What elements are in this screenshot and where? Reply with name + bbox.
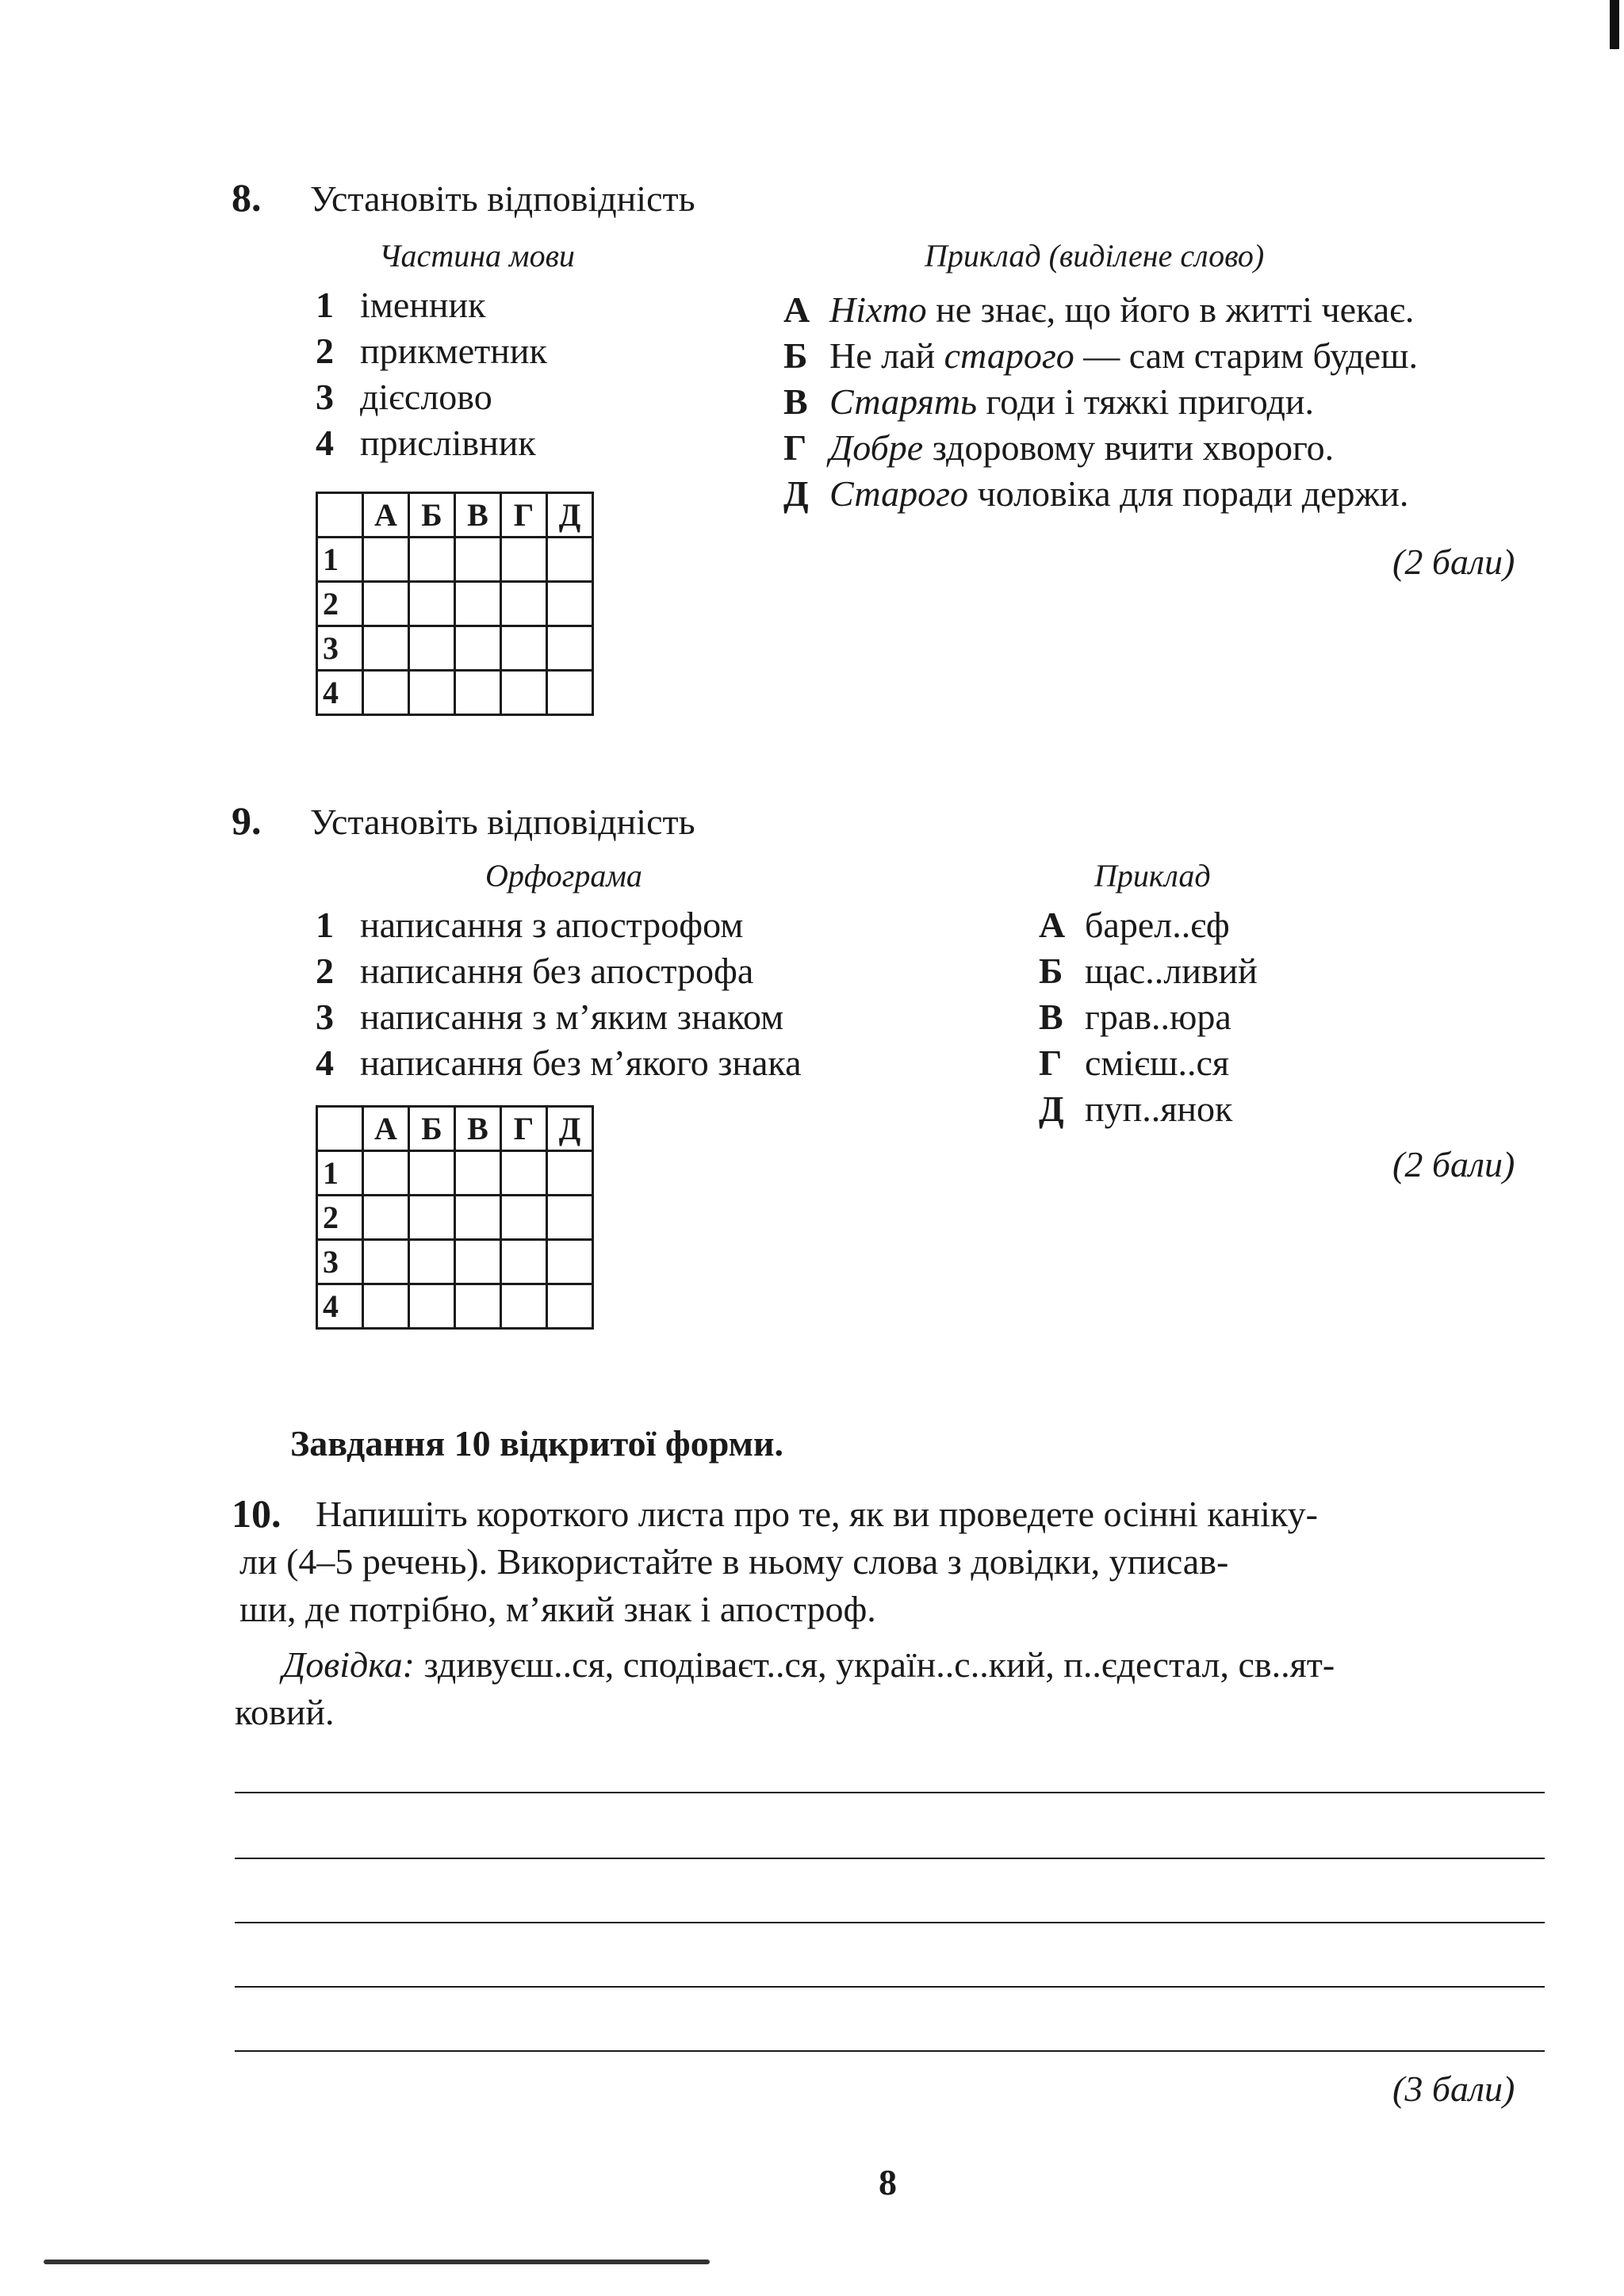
grid-col-header: Д xyxy=(547,493,593,538)
answer-line[interactable] xyxy=(235,2050,1545,2052)
grid-cell[interactable] xyxy=(455,582,501,626)
answer-line[interactable] xyxy=(235,1792,1545,1793)
list-item: Д пуп..янок xyxy=(1039,1089,1233,1129)
grid-row-header: 4 xyxy=(317,1284,363,1329)
grid-cell[interactable] xyxy=(409,1240,455,1284)
grid-cell[interactable] xyxy=(455,1284,501,1329)
grid-col-header: А xyxy=(363,493,409,538)
grid-cell[interactable] xyxy=(363,582,409,626)
q10-text-line: ши, де потрібно, м’який знак і апостроф. xyxy=(239,1589,876,1629)
grid-cell[interactable] xyxy=(409,582,455,626)
q8-title: Установіть відповідність xyxy=(310,178,695,219)
q9-heading xyxy=(232,798,695,845)
grid-cell[interactable] xyxy=(501,1284,547,1329)
grid-cell[interactable] xyxy=(363,671,409,715)
grid-cell[interactable] xyxy=(501,538,547,582)
grid-cell[interactable] xyxy=(363,1240,409,1284)
q8-example-list xyxy=(783,287,1418,517)
list-item: В Старять годи і тяжкі пригоди. xyxy=(783,381,1314,422)
grid-cell[interactable] xyxy=(501,1196,547,1240)
q9-points: (2 бали) xyxy=(1392,1144,1515,1184)
q8-answer-grid xyxy=(316,492,594,716)
grid-col-header: Д xyxy=(547,1107,593,1151)
list-item: 1 іменник xyxy=(316,285,486,325)
grid-col-header: Б xyxy=(409,1107,455,1151)
scan-edge-mark xyxy=(1610,0,1619,49)
q9-answer-grid xyxy=(316,1105,594,1330)
list-item: В грав..юра xyxy=(1039,997,1231,1037)
q8-heading xyxy=(232,174,695,222)
grid-cell[interactable] xyxy=(363,1151,409,1196)
grid-cell[interactable] xyxy=(547,582,593,626)
list-item: 2 написання без апострофа xyxy=(316,951,754,991)
grid-cell[interactable] xyxy=(501,1151,547,1196)
grid-col-header: В xyxy=(455,1107,501,1151)
grid-row-header: 3 xyxy=(317,1240,363,1284)
list-item: 3 дієслово xyxy=(316,377,492,417)
list-item: А Ніхто не знає, що його в житті чекає. xyxy=(783,289,1415,330)
grid-row-header: 1 xyxy=(317,538,363,582)
q10-block xyxy=(232,1490,282,1538)
q8-points: (2 бали) xyxy=(1392,541,1515,582)
grid-cell[interactable] xyxy=(455,538,501,582)
q9-right-header: Приклад xyxy=(1094,858,1211,894)
list-item: Д Старого чоловіка для поради держи. xyxy=(783,473,1409,514)
list-item: А барел..єф xyxy=(1039,905,1230,945)
grid-row-header: 2 xyxy=(317,582,363,626)
q9-example-list xyxy=(1039,902,1258,1132)
grid-cell[interactable] xyxy=(363,1284,409,1329)
grid-col-header: Г xyxy=(501,493,547,538)
page-number: 8 xyxy=(879,2162,897,2202)
q8-right-header: Приклад (виділене слово) xyxy=(925,238,1265,274)
grid-cell[interactable] xyxy=(409,538,455,582)
grid-row-header: 1 xyxy=(317,1151,363,1196)
list-item: 2 прикметник xyxy=(316,331,547,371)
grid-col-header: Г xyxy=(501,1107,547,1151)
hint-words-cont: ковий. xyxy=(235,1692,335,1732)
q8-item-list xyxy=(316,282,547,466)
grid-cell[interactable] xyxy=(363,1196,409,1240)
grid-cell[interactable] xyxy=(547,1151,593,1196)
q9-item-list xyxy=(316,902,802,1086)
grid-cell[interactable] xyxy=(501,671,547,715)
answer-line[interactable] xyxy=(235,1922,1545,1923)
q9-left-header: Орфограма xyxy=(485,858,642,894)
grid-cell[interactable] xyxy=(409,626,455,671)
grid-cell[interactable] xyxy=(501,582,547,626)
list-item: 4 написання без м’якого знака xyxy=(316,1043,802,1083)
grid-cell[interactable] xyxy=(501,626,547,671)
q10-hint xyxy=(235,1641,1335,1736)
q8-left-header: Частина мови xyxy=(379,238,575,274)
q10-text-line: ли (4–5 речень). Використайте в ньому слова з довідки, уписав- xyxy=(239,1541,1229,1582)
list-item: Г смієш..ся xyxy=(1039,1043,1230,1083)
hint-words: здивуєш..ся, сподіваєт..ся, україн..с..кий, п..єдестал, св..ят- xyxy=(414,1644,1335,1685)
grid-row-header: 4 xyxy=(317,671,363,715)
grid-cell[interactable] xyxy=(363,538,409,582)
grid-row-header: 2 xyxy=(317,1196,363,1240)
grid-cell[interactable] xyxy=(409,1196,455,1240)
grid-cell[interactable] xyxy=(455,1240,501,1284)
grid-cell[interactable] xyxy=(455,671,501,715)
grid-col-header: А xyxy=(363,1107,409,1151)
grid-cell[interactable] xyxy=(547,671,593,715)
q9-number: 9. xyxy=(232,798,262,843)
list-item: 3 написання з м’яким знаком xyxy=(316,997,784,1037)
grid-cell[interactable] xyxy=(409,1284,455,1329)
q10-number: 10. xyxy=(232,1491,282,1536)
grid-cell[interactable] xyxy=(547,1240,593,1284)
answer-line[interactable] xyxy=(235,1986,1545,1988)
scan-bottom-line xyxy=(44,2260,710,2264)
q9-title: Установіть відповідність xyxy=(310,802,695,842)
grid-cell[interactable] xyxy=(363,626,409,671)
grid-cell[interactable] xyxy=(547,538,593,582)
hint-label: Довідка: xyxy=(282,1644,415,1685)
task10-header: Завдання 10 відкритої форми. xyxy=(290,1423,783,1464)
list-item: 4 прислівник xyxy=(316,423,536,463)
grid-cell[interactable] xyxy=(547,1196,593,1240)
q8-number: 8. xyxy=(232,175,262,220)
grid-cell[interactable] xyxy=(409,671,455,715)
list-item: 1 написання з апострофом xyxy=(316,905,744,945)
grid-cell[interactable] xyxy=(501,1240,547,1284)
grid-cell[interactable] xyxy=(547,1284,593,1329)
grid-cell[interactable] xyxy=(409,1151,455,1196)
q10-points: (3 бали) xyxy=(1392,2068,1515,2109)
grid-row-header: 3 xyxy=(317,626,363,671)
grid-cell[interactable] xyxy=(547,626,593,671)
grid-cell[interactable] xyxy=(455,1196,501,1240)
q10-text-line: Напишіть короткого листа про те, як ви проведете осінні каніку- xyxy=(316,1494,1318,1534)
list-item: Б Не лай старого — сам старим будеш. xyxy=(783,335,1419,376)
grid-cell[interactable] xyxy=(455,626,501,671)
answer-line[interactable] xyxy=(235,1858,1545,1859)
grid-col-header: В xyxy=(455,493,501,538)
grid-col-header: Б xyxy=(409,493,455,538)
list-item: Б щас..ливий xyxy=(1039,951,1258,991)
grid-cell[interactable] xyxy=(455,1151,501,1196)
list-item: Г Добре здоровому вчити хворого. xyxy=(783,427,1335,468)
